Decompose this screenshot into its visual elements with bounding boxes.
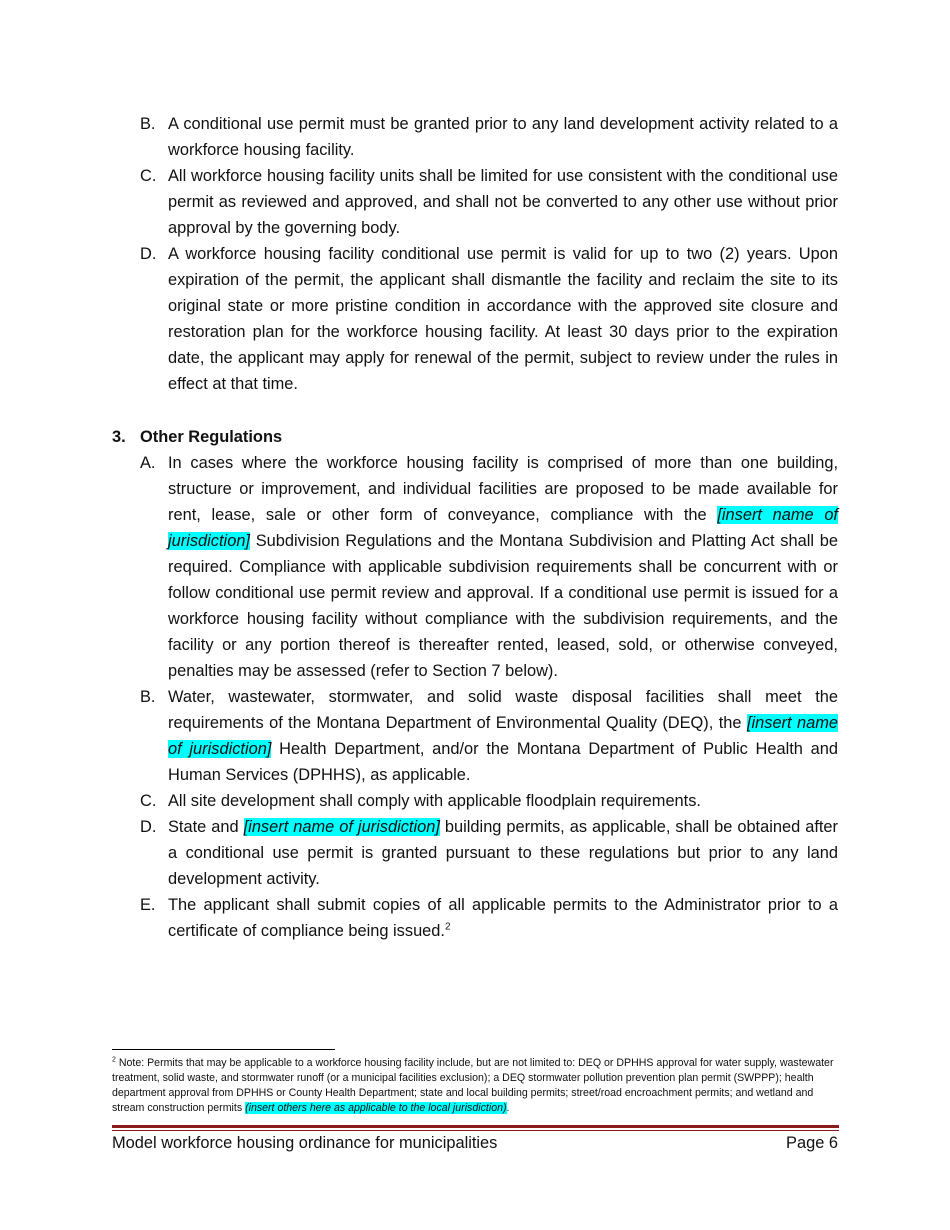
list-item bbox=[112, 892, 838, 944]
footnote bbox=[112, 1056, 838, 1116]
item-text: The applicant shall submit copies of all applicable permits to the Administrator prior to a certificate of compliance being issued. bbox=[168, 896, 838, 940]
item-text: A conditional use permit must be granted prior to any land development activity related to a workforce housing facility. bbox=[168, 115, 838, 159]
footnote-marker: 2 bbox=[112, 1056, 116, 1064]
item-text: A workforce housing facility conditional use permit is valid for up to two (2) years. Upon expiration of the permit, the applicant shall dismantle the facility and reclaim the site to its original state or more pristine condition in accordance with the approved site closure and restoration plan for the workforce housing facility. At least 30 days prior to the expiration date, the applicant may apply for renewal of the permit, subject to review under the rules in effect at that time. bbox=[168, 245, 838, 393]
footnote-placeholder: (insert others here as applicable to the local jurisdiction) bbox=[245, 1102, 507, 1114]
footer-title: Model workforce housing ordinance for municipalities bbox=[112, 1134, 498, 1152]
page-number: Page 6 bbox=[786, 1134, 838, 1152]
list-item bbox=[112, 788, 838, 814]
item-text: All site development shall comply with applicable floodplain requirements. bbox=[168, 792, 701, 810]
list-item bbox=[112, 684, 838, 788]
item-letter: B. bbox=[140, 688, 156, 706]
footnote-text: Note: Permits that may be applicable to a workforce housing facility include, but are not limited to: DEQ or DPHHS approval for water supply, wastewater treatment, solid waste, and stormwater runoff (or a municipal facilities exclusion); a DEQ stormwater pollution prevention plan permit (SWPPP); health department approval from DPHHS or County Health Department; state and local building permits; street/road encroachment permits; and wetland and stream construction permits bbox=[112, 1057, 834, 1114]
list-item bbox=[112, 111, 838, 163]
jurisdiction-placeholder: [insert name of jurisdiction] bbox=[168, 714, 838, 758]
item-text: State and bbox=[168, 818, 244, 836]
footnote-end: . bbox=[506, 1102, 510, 1114]
item-text-cont: Subdivision Regulations and the Montana Subdivision and Platting Act shall be required. Compliance with applicable subdivision requirements shall be concurrent with or follow conditional use permit review and approval. If a conditional use permit is issued for a workforce housing facility without compliance with the subdivision requirements, and the facility or any portion thereof is thereafter rented, leased, sold, or otherwise conveyed, penalties may be assessed (refer to Section 7 below). bbox=[168, 532, 838, 680]
section-title: Other Regulations bbox=[140, 428, 283, 446]
list-item bbox=[112, 163, 838, 241]
page-footer bbox=[112, 1132, 838, 1154]
item-letter: E. bbox=[140, 896, 156, 914]
list-item bbox=[112, 814, 838, 892]
item-text-cont: Health Department, and/or the Montana Department of Public Health and Human Services (DPHHS), as applicable. bbox=[168, 740, 838, 784]
footer-rule-thin bbox=[112, 1130, 839, 1131]
footnote-separator bbox=[112, 1049, 335, 1050]
list-item bbox=[112, 241, 838, 397]
section3-list bbox=[112, 450, 838, 944]
item-letter: B. bbox=[140, 115, 156, 133]
item-letter: A. bbox=[140, 454, 156, 472]
section2-list bbox=[112, 111, 838, 397]
section-number: 3. bbox=[112, 428, 126, 446]
item-letter: C. bbox=[140, 167, 157, 185]
section-heading bbox=[112, 424, 282, 450]
item-text: Water, wastewater, stormwater, and solid waste disposal facilities shall meet the requirements of the Montana Department of Environmental Quality (DEQ), the bbox=[168, 688, 838, 732]
jurisdiction-placeholder: [insert name of jurisdiction] bbox=[243, 818, 440, 836]
list-item bbox=[112, 450, 838, 684]
item-letter: C. bbox=[140, 792, 157, 810]
jurisdiction-placeholder: [insert name of jurisdiction] bbox=[168, 506, 838, 550]
item-letter: D. bbox=[140, 818, 157, 836]
footer-rule-thick bbox=[112, 1125, 839, 1128]
item-text: All workforce housing facility units shall be limited for use consistent with the conditional use permit as reviewed and approved, and shall not be converted to any other use without prior approval by the governing body. bbox=[168, 167, 838, 237]
footnote-reference[interactable]: 2 bbox=[444, 921, 451, 933]
item-text-cont: building permits, as applicable, shall be obtained after a conditional use permit is granted pursuant to these regulations but prior to any land development activity. bbox=[168, 818, 839, 888]
item-letter: D. bbox=[140, 245, 157, 263]
item-text: In cases where the workforce housing facility is comprised of more than one building, structure or improvement, and individual facilities are proposed to be made available for rent, lease, sale or other form of conveyance, compliance with the bbox=[168, 454, 838, 524]
